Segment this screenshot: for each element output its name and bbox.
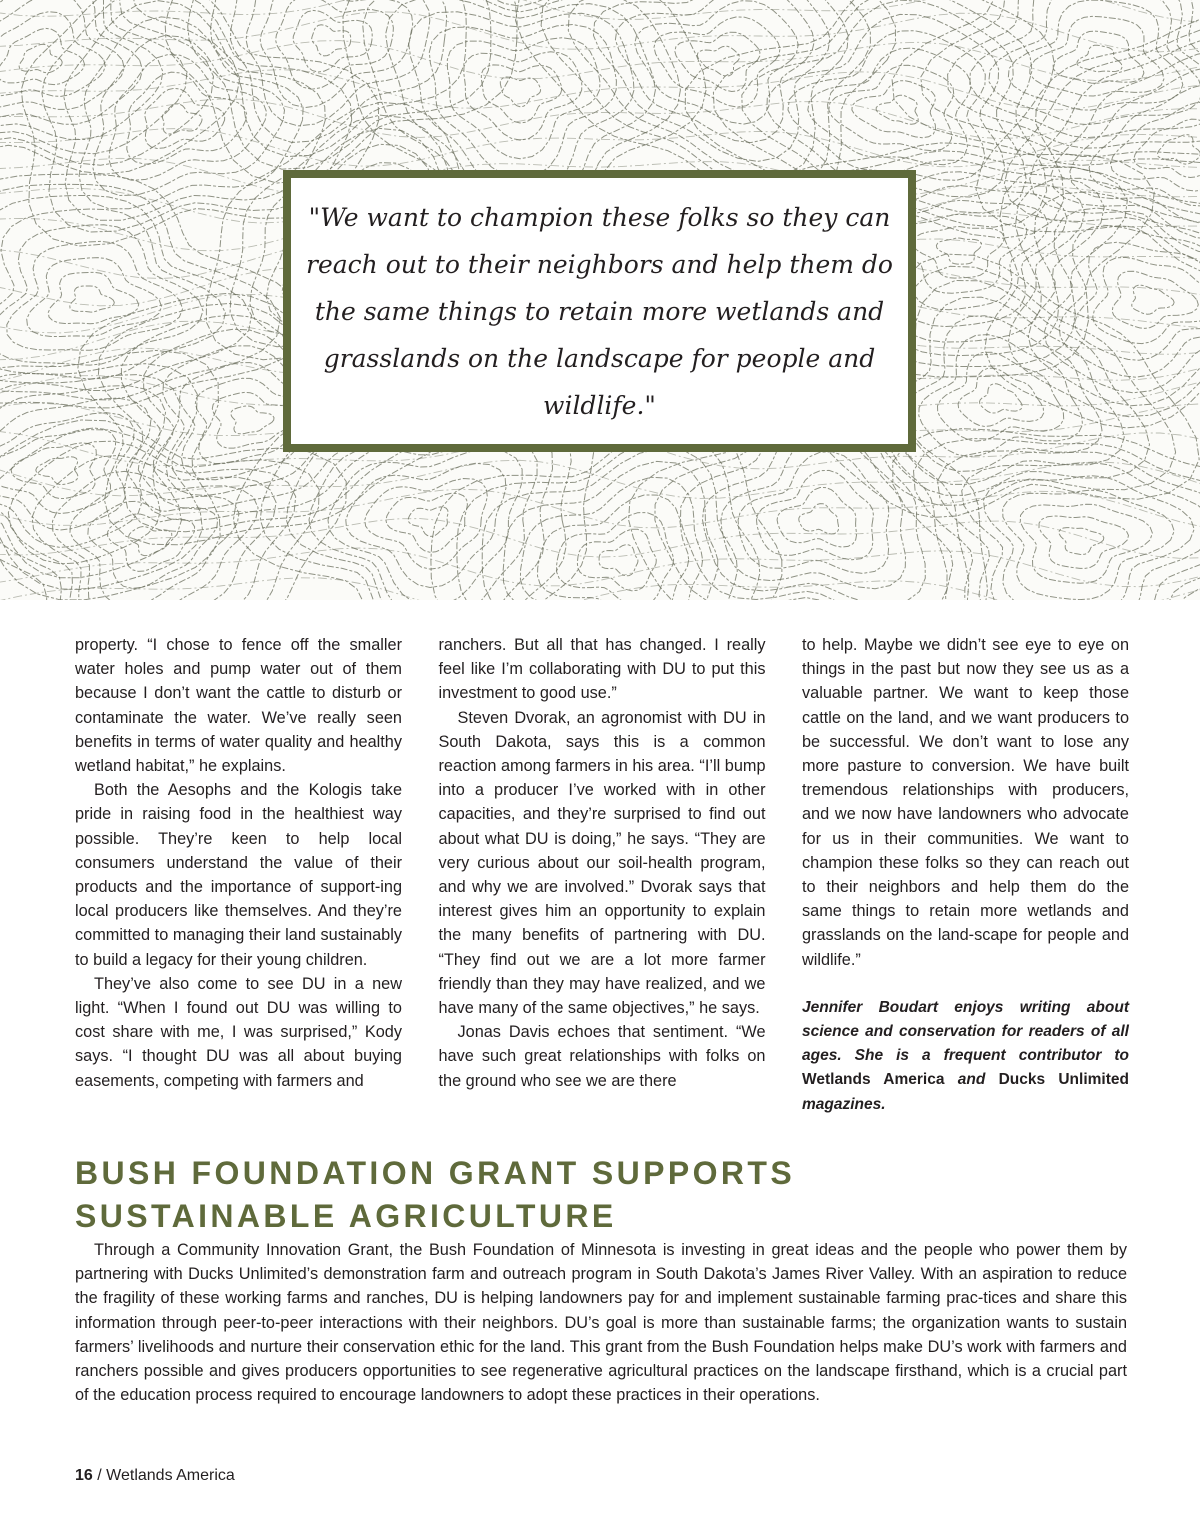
- contour-line: [231, 0, 447, 143]
- contour-line: [0, 174, 309, 408]
- contour-line: [1089, 85, 1200, 206]
- contour-line: [231, 406, 274, 434]
- page-footer: [75, 1467, 235, 1485]
- author-bio: [802, 996, 1129, 1117]
- contour-line: [109, 55, 267, 181]
- contour-line: [0, 99, 1200, 139]
- contour-line: [276, 0, 394, 89]
- contour-line: [0, 428, 116, 514]
- topographic-pattern-banner: [0, 0, 1200, 600]
- contour-line: [188, 0, 491, 169]
- contour-line: [0, 28, 85, 84]
- contour-line: [145, 88, 225, 148]
- article-column-1: [75, 633, 402, 1117]
- contour-line: [0, 386, 166, 564]
- contour-line: [346, 463, 506, 587]
- contour-line: [1134, 119, 1200, 177]
- contour-line: [246, 0, 430, 126]
- contour-line: [0, 0, 163, 140]
- contour-line: [0, 184, 280, 400]
- article-column-3: [802, 633, 1129, 1117]
- contour-line: [1070, 67, 1200, 223]
- contour-line: [1093, 257, 1200, 343]
- footer-separator: /: [97, 1467, 102, 1484]
- contour-line: [88, 501, 218, 588]
- contour-line: [0, 0, 240, 174]
- contour-line: [500, 77, 540, 107]
- contour-line: [286, 426, 552, 600]
- headline-line: BUSH FOUNDATION GRANT SUPPORTS: [75, 1155, 796, 1191]
- publication-title: Wetlands America: [106, 1467, 235, 1484]
- contour-line: [408, 507, 448, 537]
- contour-line: [1077, 45, 1122, 71]
- contour-line: [852, 81, 936, 138]
- page-number: 16: [75, 1467, 93, 1484]
- contour-line: [464, 52, 582, 140]
- contour-line: [599, 545, 638, 576]
- sidebar-headline: [75, 1152, 795, 1238]
- author-bio-conjunction: and: [957, 1071, 986, 1089]
- article-column-2: [439, 633, 766, 1117]
- contour-line: [980, 384, 1023, 413]
- contour-line: [1112, 271, 1198, 328]
- pull-quote-frame: [283, 170, 916, 452]
- contour-line: [503, 461, 718, 600]
- contour-line: [520, 477, 702, 600]
- author-bio-text: Jennifer Boudart enjoys writing about science and conservation for readers of all ages. She is a frequent contributor to: [802, 998, 1129, 1065]
- contour-line: [921, 0, 1200, 157]
- author-bio-end: magazines.: [802, 1095, 886, 1113]
- contour-line: [876, 95, 918, 124]
- contour-line: [27, 258, 162, 337]
- contour-line: [0, 364, 202, 590]
- contour-line: [777, 488, 856, 548]
- publication-name: Ducks Unlimited: [998, 1071, 1129, 1089]
- contour-line: [70, 286, 115, 312]
- contour-line: [1030, 16, 1164, 96]
- contour-line: [721, 433, 906, 589]
- paragraph: Steven Dvorak, an agronomist with DU in South Dakota, says this is a common reaction among farmers in his area. “I’ll bump into a producer I’ve worked with in other capacities, and they’re surprised to find out about what DU is doing,” he says. “They are very curious about our soil-health program, and why we are involved.” Dvorak says that interest gives him an opportunity to explain the many benefits of partnering with DU. “They find out we are a lot more farmer friendly than they may have realized, and we have many of the same objectives,” he says.: [438, 708, 766, 1018]
- contour-line: [36, 457, 78, 485]
- contour-line: [788, 31, 985, 181]
- contour-line: [0, 0, 214, 165]
- contour-line: [293, 10, 372, 72]
- publication-name: Wetlands America: [802, 1071, 945, 1089]
- contour-line: [482, 448, 737, 600]
- sidebar-body: Through a Community Innovation Grant, the Bush Foundation of Minnesota is investing in great ideas and the people who power them by partnering with Ducks Unlimited’s demonstration farm and outreach program in South Dakota’s James River Valley. With an aspiration to reduce the fragility of these working farms and ranches, DU is helping landowners pay for and implement sustainable farming prac-tices and share this information through peer-to-peer interactions with their neighbors. DU’s goal is more than sustainable farms; the organization wants to sustain farmers’ livelihoods and nurture their conservation ethic for the land. This grant from the Bush Foundation helps make DU’s work with farmers and ranchers possible and gives producers opportunities to see regenerative agricultural practices on the landscape firsthand, which is a crucial part of the education process required to encourage landowners to adopt these practices in their operations.: [75, 1241, 1127, 1405]
- contour-line: [913, 227, 1004, 279]
- contour-line: [962, 463, 1200, 600]
- paragraph: Jonas Davis echoes that sentiment. “We have such great relationships with folks on the ground who see we are there: [438, 1023, 766, 1090]
- paragraph: Both the Aesophs and the Kologis take pride in raising food in the healthiest way possible. They’re keen to help local consumers understand the value of their products and the importance of support-ing local producers like themselves. And they’re committed to managing their land sustainably to build a legacy for their young children.: [75, 781, 402, 969]
- contour-line: [568, 0, 848, 178]
- paragraph: ranchers. But all that has changed. I really feel like I’m collaborating with DU to put this investment to good use.”: [438, 636, 766, 703]
- contour-line: [936, 238, 981, 264]
- contour-line: [808, 48, 971, 165]
- article-columns: [75, 633, 1129, 1117]
- contour-line: [481, 65, 561, 123]
- contour-line: [328, 449, 522, 600]
- contour-line: [1039, 516, 1129, 568]
- contour-line: [19, 44, 62, 73]
- contour-line: [1132, 285, 1174, 314]
- paragraph: to help. Maybe we didn’t see eye to eye on things in the past but now they see us as a valuable partner. We want to keep those cattle on the land, and we want producers to be successful. We don’t want to lose any more pasture to conversion. We have built tremendous relationships with producers, and we now have landowners who advocate for us in their communities. We want to champion these folks so they can reach out to their neighbors and help them do the same things to retain more wetlands and grasslands on the land-scape for people and wildlife.”: [802, 636, 1129, 969]
- contour-line: [893, 429, 1200, 600]
- headline-line: SUSTAINABLE AGRICULTURE: [75, 1198, 617, 1234]
- contour-line: [0, 578, 1200, 600]
- paragraph: property. “I chose to fence off the smaller water holes and pump water out of them because I don’t want the cattle to disturb or contaminate the water. We’ve really seen benefits in terms of water quality and healthy wetland habitat,” he explains.: [75, 636, 402, 776]
- contour-line: [1020, 504, 1152, 583]
- paragraph: They’ve also come to see DU in a new light. “When I found out DU was willing to cost share with me, I was surprised,” Kody says. “I thought DU was all about buying easements, competing with farmers and: [75, 974, 402, 1090]
- pull-quote: "We want to champion these folks so they can reach out to their neighbors and help them do the same things to retain more wetlands and grasslands on the landscape for people and wildlife.": [306, 202, 893, 420]
- contour-line: [127, 72, 247, 164]
- contour-line: [32, 455, 276, 600]
